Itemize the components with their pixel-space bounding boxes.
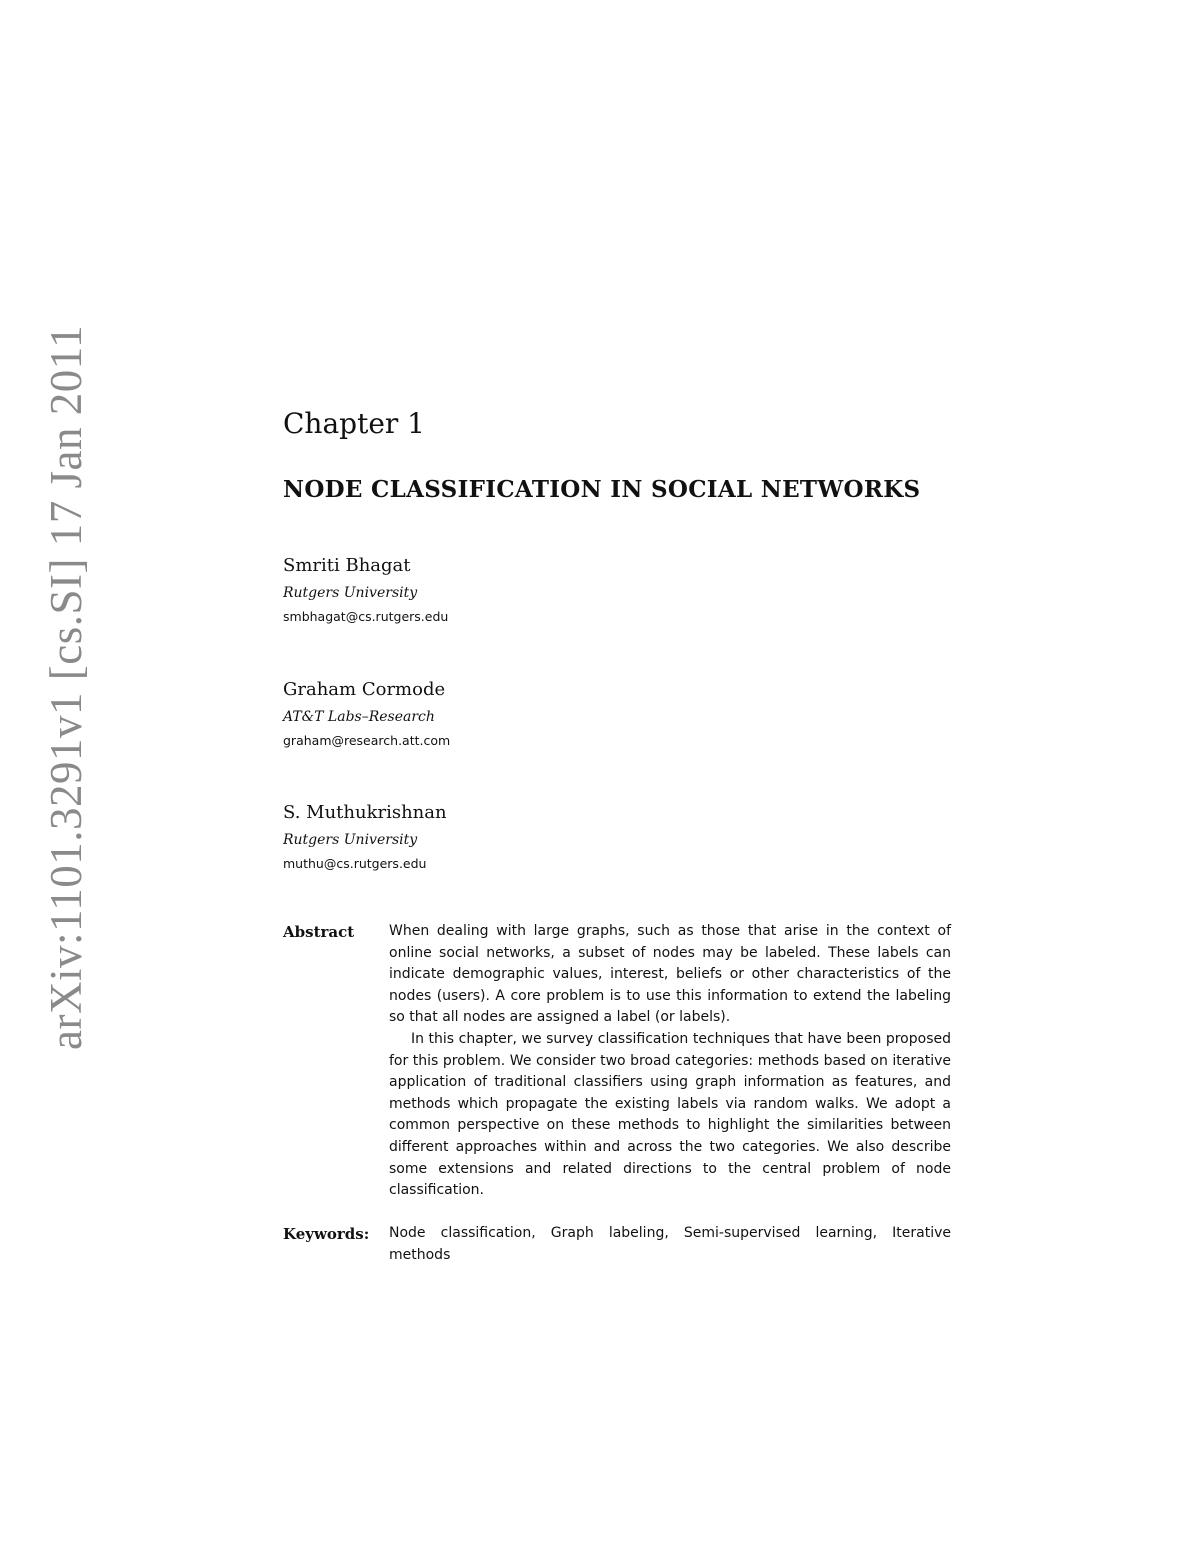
author-affiliation: Rutgers University [283, 585, 418, 601]
keywords-text: Node classification, Graph labeling, Semi-supervised learning, Iterative methods [389, 1225, 951, 1263]
author-email: muthu@cs.rutgers.edu [283, 856, 427, 871]
abstract-label: Abstract [283, 923, 355, 941]
author-name: Graham Cormode [283, 679, 446, 700]
abstract-body [389, 921, 951, 1202]
abstract-paragraph: In this chapter, we survey classification techniques that have been proposed for this problem. We consider two broad categories: methods based on iterative application of traditional classifiers using graph information as features, and methods which propagate the existing labels via random walks. We adopt a common perspective on these methods to highlight the similarities between different approaches within and across the two categories. We also describe some extensions and related directions to the central problem of node classification. [389, 1030, 951, 1199]
chapter-title: NODE CLASSIFICATION IN SOCIAL NETWORKS [283, 476, 921, 503]
author-block [283, 677, 450, 751]
author-name: Smriti Bhagat [283, 555, 411, 576]
arxiv-identifier-stamp: arXiv:1101.3291v1 [cs.SI] 17 Jan 2011 [41, 324, 91, 1050]
chapter-label: Chapter 1 [283, 407, 425, 440]
abstract-paragraph: When dealing with large graphs, such as those that arise in the context of online social networks, a subset of nodes may be labeled. These labels can indicate demographic values, interest, beliefs or other characteristics of the nodes (users). A core problem is to use this information to extend the labeling so that all nodes are assigned a label (or labels). [389, 923, 951, 1026]
author-email: smbhagat@cs.rutgers.edu [283, 609, 449, 624]
author-email: graham@research.att.com [283, 733, 451, 748]
author-affiliation: AT&T Labs–Research [283, 709, 435, 725]
author-affiliation: Rutgers University [283, 832, 418, 848]
author-name: S. Muthukrishnan [283, 802, 447, 823]
author-block [283, 800, 447, 874]
keywords-label: Keywords: [283, 1225, 370, 1243]
author-block [283, 553, 448, 627]
